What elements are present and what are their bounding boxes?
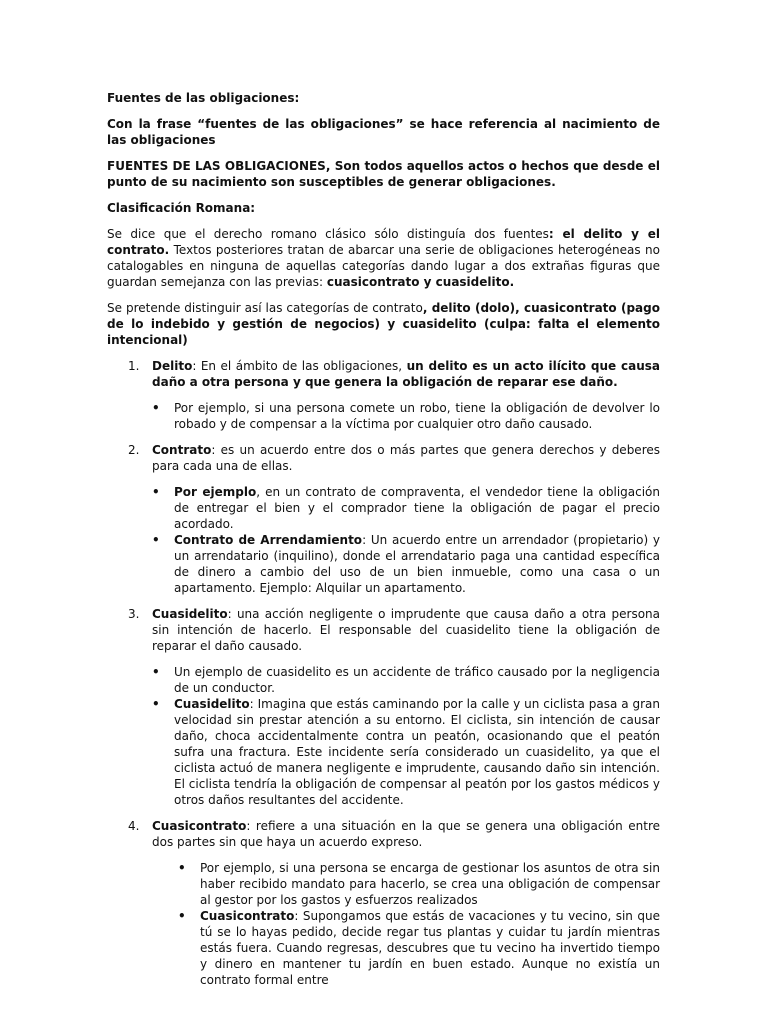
definition-term: FUENTES DE LAS OBLIGACIONES, <box>107 159 331 173</box>
bullet-item <box>107 400 660 432</box>
item-text: : En el ámbito de las obligaciones, <box>192 359 407 373</box>
bullet-list <box>107 860 660 988</box>
list-item-delito <box>107 358 660 390</box>
roman-text-4: cuasicontrato y cuasidelito. <box>326 275 515 289</box>
item-term: Cuasidelito <box>152 607 228 621</box>
bullet-list <box>107 664 660 808</box>
definition-text: Son todos aquellos actos o hechos que desde el punto de su nacimiento son susceptibles de generar obligaciones. <box>107 159 660 189</box>
bullet-term: Cuasicontrato <box>200 909 295 923</box>
roman-text-3: Textos posteriores tratan de abarcar una serie de obligaciones heterogéneas no catalogables en ninguna de aquellas categorías dando lugar a dos extrañas figuras que guardan semejanza con las previas: <box>107 243 660 289</box>
bullet-icon: • <box>178 861 186 875</box>
item-term: Delito <box>152 359 193 373</box>
list-item-cuasicontrato <box>107 818 660 850</box>
list-number: 2. <box>128 443 140 457</box>
bullet-text: : Imagina que estás caminando por la calle y un ciclista pasa a gran velocidad sin prestar atención a su entorno. El ciclista, sin intención de causar daño, choca accidentalmente contra un peatón, ocasionando que el peatón sufra una fractura. Este incidente sería considerado un cuasidelito, ya que el ciclista actuó de manera negligente e imprudente, causando daño sin intención. El ciclista tendría la obligación de compensar al peatón por los gastos médicos y otros daños resultantes del accidente. <box>174 697 660 807</box>
document-page <box>107 90 660 998</box>
item-text: : una acción negligente o imprudente que causa daño a otra persona sin intención de hacerlo. El responsable del cuasidelito tiene la obligación de reparar el daño causado. <box>152 607 660 653</box>
bullet-text: Un ejemplo de cuasidelito es un accidente de tráfico causado por la negligencia de un conductor. <box>174 665 660 695</box>
bullet-text: Por ejemplo, si una persona comete un robo, tiene la obligación de devolver lo robado y de compensar a la víctima por cualquier otro daño causado. <box>174 401 660 431</box>
bullet-text: : Un acuerdo entre un arrendador (propietario) y un arrendatario (inquilino), donde el arrendatario paga una cantidad específica de dinero a cambio del uso de un bien inmueble, como una casa o un apartamento. Ejemplo: Alquilar un apartamento. <box>174 533 661 595</box>
bullet-item <box>107 696 660 808</box>
list-number: 1. <box>128 359 140 373</box>
list-number: 4. <box>128 819 140 833</box>
bullet-text: Por ejemplo, si una persona se encarga de gestionar los asuntos de otra sin haber recibido mandato para hacerlo, se crea una obligación de compensar al gestor por los gastos y esfuerzos realizados <box>200 861 660 907</box>
list-number: 3. <box>128 607 140 621</box>
bullet-term: Por ejemplo <box>174 485 257 499</box>
bullet-item <box>107 484 660 532</box>
item-text: : es un acuerdo entre dos o más partes que genera derechos y deberes para cada una de ellas. <box>152 443 660 473</box>
categories-text-1: Se pretende distinguir así las categorías de contrato <box>107 301 423 315</box>
bullet-item <box>107 860 660 908</box>
bullet-item <box>107 532 660 596</box>
bullet-item <box>107 908 660 988</box>
item-term: Cuasicontrato <box>152 819 247 833</box>
item-text: : refiere a una situación en la que se genera una obligación entre dos partes sin que haya un acuerdo expreso. <box>152 819 660 849</box>
bullet-icon: • <box>152 533 160 547</box>
definition-paragraph <box>107 158 660 190</box>
item-text-bold: un delito es un acto ilícito que causa daño a otra persona y que genera la obligación de reparar ese daño. <box>152 359 660 389</box>
bullet-text: : Supongamos que estás de vacaciones y tu vecino, sin que tú se lo hayas pedido, decide regar tus plantas y cuidar tu jardín mientras estás fuera. Cuando regresas, descubres que tu vecino ha invertido tiempo y dinero en mantener tu jardín en buen estado. Aunque no existía un contrato formal entre <box>200 909 660 987</box>
item-term: Contrato <box>152 443 212 457</box>
bullet-icon: • <box>178 909 186 923</box>
intro-paragraph: Con la frase “fuentes de las obligaciones” se hace referencia al nacimiento de las obligaciones <box>107 117 660 147</box>
categories-text-2: , delito (dolo), cuasicontrato (pago de lo indebido y gestión de negocios) y cuasidelito (culpa: falta el elemento intencional) <box>107 301 660 347</box>
bullet-item <box>107 664 660 696</box>
categories-paragraph <box>107 300 660 348</box>
bullet-icon: • <box>152 665 160 679</box>
bullet-term: Contrato de Arrendamiento <box>174 533 363 547</box>
document-heading: Fuentes de las obligaciones: <box>107 91 300 105</box>
bullet-icon: • <box>152 485 160 499</box>
bullet-term: Cuasidelito <box>174 697 250 711</box>
bullet-icon: • <box>152 697 160 711</box>
roman-paragraph <box>107 226 660 290</box>
list-item-cuasidelito <box>107 606 660 654</box>
bullet-list <box>107 484 660 596</box>
list-item-contrato <box>107 442 660 474</box>
bullet-list <box>107 400 660 432</box>
bullet-icon: • <box>152 401 160 415</box>
roman-text-1: Se dice que el derecho romano clásico sólo distinguía dos fuentes <box>107 227 549 241</box>
bullet-text: , en un contrato de compraventa, el vendedor tiene la obligación de entregar el bien y el comprador tiene la obligación de pagar el precio acordado. <box>174 485 661 531</box>
classification-title: Clasificación Romana: <box>107 201 256 215</box>
roman-text-2: : el delito y el contrato. <box>107 227 660 257</box>
